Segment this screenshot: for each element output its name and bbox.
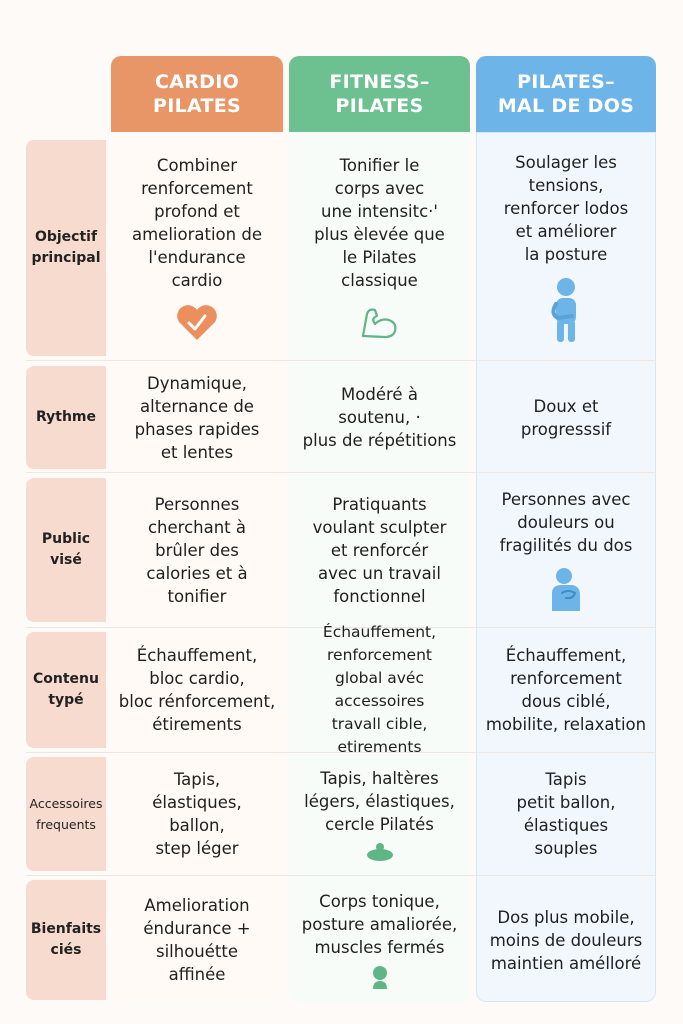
row-divider	[26, 360, 656, 361]
row-label-public: Public visé	[26, 478, 106, 622]
person-pin-icon	[369, 965, 391, 991]
cell-fitness-accessoires	[289, 757, 470, 871]
cell-cardio-contenu	[111, 632, 283, 748]
cell-cardio-public	[111, 478, 283, 622]
person-back-icon	[546, 276, 586, 346]
cell-cardio-objectif	[111, 140, 283, 356]
cell-text: Tapis, élastiques, ballon, step léger	[152, 770, 242, 858]
cell-text: Échauffement, renforcement dous ciblé, mobilite, relaxation	[485, 646, 647, 734]
heart-check-icon	[174, 302, 220, 342]
header-cardio-pilates: CARDIO PILATES	[111, 56, 283, 132]
row-divider	[26, 875, 656, 876]
row-label-rythme: Rythme	[26, 366, 106, 469]
pilates-ring-icon	[365, 842, 395, 862]
row-label-objectif: Objectif principal	[26, 140, 106, 356]
row-label-bienfaits: Bienfaits ciés	[26, 880, 106, 1000]
flexed-arm-icon	[357, 302, 403, 342]
cell-cardio-accessoires	[111, 757, 283, 871]
row-divider	[26, 472, 656, 473]
cell-text: Dynamique, alternance de phases rapides et lentes	[134, 373, 260, 462]
person-bent-icon	[548, 567, 584, 613]
cell-text: Tonifier le corps avec une intensitc·' plus èlevée que le Pilates classique	[314, 156, 445, 290]
cell-text: Dos plus mobile, moins de douleurs maintien amélloré	[489, 907, 643, 973]
cell-dos-contenu	[476, 632, 656, 748]
row-label-contenu: Contenu typé	[26, 632, 106, 748]
cell-text: Corps tonique, posture amaliorée, muscles fermés	[301, 891, 458, 957]
cell-text: Combiner renforcement profond et amelioration de l'endurance cardio	[132, 156, 262, 290]
cell-dos-bienfaits	[476, 880, 656, 1000]
cell-dos-rythme	[476, 366, 656, 469]
cell-text: Doux et progresssif	[520, 396, 612, 439]
cell-text: Personnes cherchant à brûler des calories et à tonifier	[146, 494, 248, 606]
cell-fitness-contenu	[289, 623, 470, 756]
row-label-accessoires: Accessoires frequents	[26, 757, 106, 871]
cell-text: Soulager les tensions, renforcer lodos et améliorer la posture	[503, 152, 629, 264]
cell-fitness-bienfaits	[289, 880, 470, 1000]
header-pilates-mal-de-dos: PILATES– MAL DE DOS	[476, 56, 656, 132]
cell-text: Modéré à soutenu, · plus de répétitions	[302, 385, 457, 450]
cell-dos-public	[476, 478, 656, 622]
cell-fitness-objectif	[289, 140, 470, 356]
cell-text: Tapis petit ballon, élastiques souples	[516, 770, 616, 858]
header-fitness-pilates: FITNESS– PILATES	[289, 56, 470, 132]
cell-fitness-rythme	[289, 366, 470, 469]
cell-cardio-bienfaits	[111, 880, 283, 1000]
cell-fitness-public	[289, 478, 470, 622]
cell-text: Pratiquants voulant sculpter et renforcér avec un travail fonctionnel	[312, 494, 447, 606]
cell-text: Tapis, haltères légers, élastiques, cercle Pilatés	[304, 768, 455, 834]
cell-cardio-rythme	[111, 366, 283, 469]
cell-text: Échauffement, renforcement global avéc accessoires travall cible, etirements	[322, 623, 437, 756]
cell-text: Amelioration éndurance + silhouétte affinée	[143, 896, 251, 984]
cell-dos-objectif	[476, 140, 656, 356]
cell-text: Personnes avec douleurs ou fragilités du dos	[499, 489, 633, 555]
cell-text: Échauffement, bloc cardio, bloc rénforcement, étirements	[118, 646, 276, 734]
cell-dos-accessoires	[476, 757, 656, 871]
